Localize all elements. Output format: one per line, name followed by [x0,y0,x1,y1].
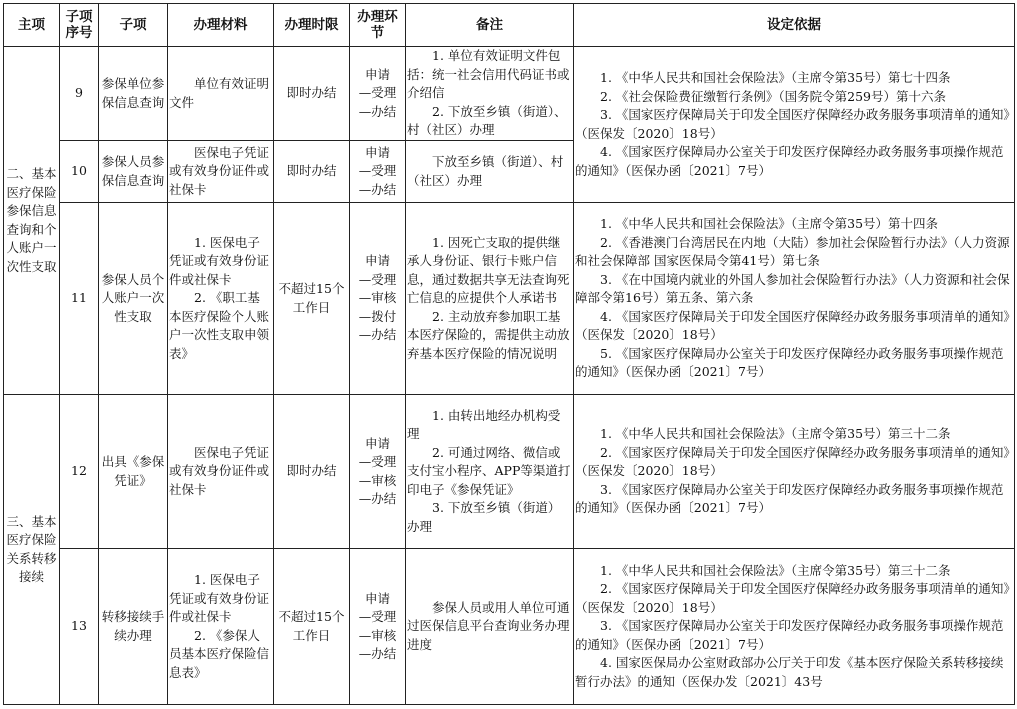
basis-line: 2. 《国家医疗保障局关于印发全国医疗保障经办政务服务事项清单的通知》（医保发〔2020〕18号） [575,444,1010,479]
materials-cell [168,203,274,395]
sub-number-cell: 10 [60,141,99,203]
header-sub-item: 子项 [99,4,168,47]
header-steps: 办理环节 [350,4,406,47]
time-limit-cell: 即时办结 [274,47,350,141]
basis-line: 1. 《中华人民共和国社会保险法》（主席令第35号）第三十二条 [600,562,951,578]
sub-item-cell: 出具《参保凭证》 [99,395,168,549]
step-text: —办结 [358,327,397,343]
steps-cell [350,47,406,141]
materials-line: 1. 医保电子凭证或有效身份证件或社保卡 [169,572,270,624]
table-row [4,47,1015,141]
step-text: 申请 [364,66,390,82]
basis-line: 1. 《中华人民共和国社会保险法》（主席令第35号）第七十四条 [600,70,951,85]
step-text: 申请 [364,435,390,451]
steps-cell [350,141,406,203]
note-line: 3. 下放至乡镇（街道）办理 [407,500,561,534]
header-sub-number: 子项序号 [60,4,99,47]
table-row [4,549,1015,705]
step-text: —审核 [358,627,397,643]
time-limit-cell: 不超过15个工作日 [274,549,350,705]
basis-line: 1. 《中华人民共和国社会保险法》（主席令第35号）第三十二条 [600,426,951,442]
step-text: —办结 [358,103,397,119]
note-line: 2. 下放至乡镇（街道）、村（社区）办理 [407,103,567,138]
materials-cell [168,549,274,705]
basis-line: 3. 《国家医疗保障局关于印发全国医疗保障经办政务服务事项清单的通知》（医保发〔2020〕18号） [575,107,1010,141]
basis-line: 3. 《在中国境内就业的外国人参加社会保险暂行办法》（人力资源和社会保障部令第16号）第五条、第六条 [575,271,1010,306]
materials-line: 单位有效证明文件 [169,76,270,110]
note-line: 1. 由转出地经办机构受理 [407,407,561,442]
note-line: 1. 单位有效证明文件包括：统一社会信用代码证书或介绍信 [407,48,570,101]
table-header-row [4,4,1015,47]
header-time-limit: 办理时限 [274,4,350,47]
step-text: 申请 [364,144,390,160]
main-item-cell: 二、基本医疗保险参保信息查询和个人账户一次性支取 [4,47,60,395]
basis-line: 3. 《国家医疗保障局办公室关于印发医疗保障经办政务服务事项操作规范的通知》（医保办函〔2021〕7号） [575,481,1004,516]
basis-line: 5. 《国家医疗保障局办公室关于印发医疗保障经办政务服务事项操作规范的通知》（医保办函〔2021〕7号） [575,345,1004,380]
sub-number-cell: 13 [60,549,99,705]
basis-line: 4. 国家医保局办公室财政部办公厅关于印发《基本医疗保险关系转移接续暂行办法》的通知（医保办发〔2021〕43号 [575,655,1004,689]
sub-number-cell: 11 [60,203,99,395]
steps-cell [350,549,406,705]
basis-line: 4. 《国家医疗保障局办公室关于印发医疗保障经办政务服务事项操作规范的通知》（医保办函〔2021〕7号） [575,144,1004,178]
note-line: 1. 因死亡支取的提供继承人身份证、银行卡账户信息，通过数据共享无法查询死亡信息的应提供个人承诺书 [407,234,570,306]
step-text: —办结 [358,181,397,197]
step-text: —受理 [358,271,397,287]
header-materials: 办理材料 [168,4,274,47]
basis-cell [574,395,1015,549]
materials-cell [168,47,274,141]
steps-cell [350,395,406,549]
time-limit-cell: 即时办结 [274,141,350,203]
materials-line: 医保电子凭证或有效身份证件或社保卡 [169,144,270,197]
note-line: 参保人员或用人单位可通过医保信息平台查询业务办理进度 [407,599,570,652]
basis-line: 3. 《国家医疗保障局办公室关于印发医疗保障经办政务服务事项操作规范的通知》（医保办函〔2021〕7号） [575,618,1004,652]
sub-number-cell: 12 [60,395,99,549]
header-main-item: 主项 [4,4,60,47]
basis-cell [574,549,1015,705]
materials-cell [168,395,274,549]
materials-line: 2. 《参保人员基本医疗保险信息表》 [169,627,270,680]
basis-line: 2. 《香港澳门台湾居民在内地（大陆）参加社会保险暂行办法》（人力资源和社会保障部 国家医保局令第41号）第七条 [575,234,1010,269]
step-text: 申请 [364,590,390,606]
step-text: —审核 [358,290,397,306]
basis-line: 4. 《国家医疗保障局关于印发全国医疗保障经办政务服务事项清单的通知》（医保发〔2020〕18号） [575,308,1010,343]
materials-line: 2. 《职工基本医疗保险个人账户一次性支取申领表》 [169,290,270,361]
materials-cell [168,141,274,203]
time-limit-cell: 不超过15个工作日 [274,203,350,395]
header-notes: 备注 [406,4,574,47]
basis-line: 2. 《国家医疗保障局关于印发全国医疗保障经办政务服务事项清单的通知》（医保发〔2020〕18号） [575,581,1010,615]
sub-item-cell: 参保人员参保信息查询 [99,141,168,203]
sub-item-cell: 参保人员个人账户一次性支取 [99,203,168,395]
sub-item-cell: 参保单位参保信息查询 [99,47,168,141]
basis-line: 2. 《社会保险费征缴暂行条例》（国务院令第259号）第十六条 [600,88,947,104]
step-text: —审核 [358,472,397,488]
note-line: 下放至乡镇（街道）、村（社区）办理 [407,154,564,188]
main-item-cell: 三、基本医疗保险关系转移接续 [4,395,60,705]
materials-line: 医保电子凭证或有效身份证件或社保卡 [169,444,270,497]
step-text: —拨付 [358,308,397,324]
service-items-table [3,3,1015,705]
notes-cell [406,47,574,141]
notes-cell [406,549,574,705]
time-limit-cell: 即时办结 [274,395,350,549]
note-line: 2. 主动放弃参加职工基本医疗保险的，需提供主动放弃基本医疗保险的情况说明 [407,308,570,361]
header-basis: 设定依据 [574,4,1015,47]
table-row [4,395,1015,549]
basis-cell [574,203,1015,395]
step-text: 申请 [364,253,390,269]
materials-line: 1. 医保电子凭证或有效身份证件或社保卡 [169,234,270,287]
notes-cell [406,395,574,549]
basis-line: 1. 《中华人民共和国社会保险法》（主席令第35号）第十四条 [600,216,939,232]
step-text: —受理 [358,163,397,179]
sub-item-cell: 转移接续手续办理 [99,549,168,705]
table-row [4,203,1015,395]
sub-number-cell: 9 [60,47,99,141]
notes-cell [406,141,574,203]
notes-cell [406,203,574,395]
step-text: —受理 [358,85,397,101]
step-text: —办结 [358,646,397,661]
note-line: 2. 可通过网络、微信或支付宝小程序、APP等渠道打印电子《参保凭证》 [407,444,571,497]
step-text: —受理 [358,454,397,469]
basis-cell [574,47,1015,203]
step-text: —受理 [358,609,397,624]
steps-cell [350,203,406,395]
step-text: —办结 [358,491,397,506]
